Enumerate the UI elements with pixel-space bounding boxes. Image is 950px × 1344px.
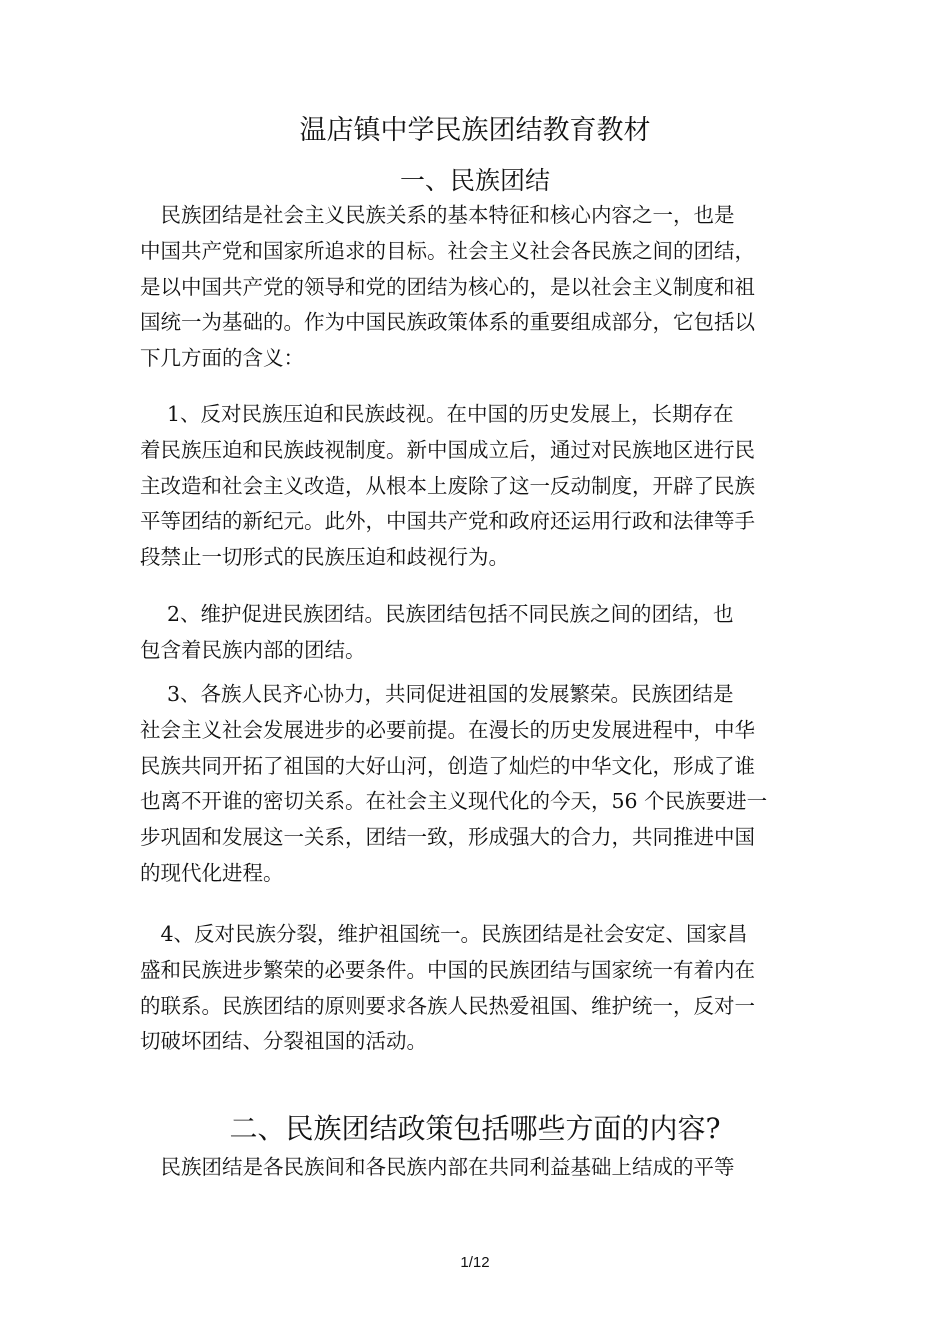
paragraph-line: 民族团结是各民族间和各民族内部在共同利益基础上结成的平等 bbox=[140, 1155, 735, 1179]
paragraph-line: 步巩固和发展这一关系，团结一致，形成强大的合力，共同推进中国 bbox=[140, 825, 755, 850]
paragraph-line: 4、反对民族分裂，维护祖国统一。民族团结是社会安定、国家昌 bbox=[140, 922, 748, 946]
point-4-paragraph bbox=[140, 917, 820, 1060]
paragraph-line: 3、各族人民齐心协力，共同促进祖国的发展繁荣。民族团结是 bbox=[140, 682, 734, 706]
paragraph-line: 1、反对民族压迫和民族歧视。在中国的历史发展上，长期存在 bbox=[140, 402, 734, 426]
paragraph-line: 社会主义社会发展进步的必要前提。在漫长的历史发展进程中，中华 bbox=[140, 717, 755, 742]
paragraph-line: 国统一为基础的。作为中国民族政策体系的重要组成部分，它包括以 bbox=[140, 310, 755, 335]
paragraph-line: 民族团结是社会主义民族关系的基本特征和核心内容之一，也是 bbox=[140, 203, 735, 227]
paragraph-line: 着民族压迫和民族歧视制度。新中国成立后，通过对民族地区进行民 bbox=[140, 437, 755, 462]
section-1-intro-paragraph bbox=[140, 198, 820, 377]
paragraph-line: 下几方面的含义： bbox=[140, 346, 304, 371]
paragraph-line: 主改造和社会主义改造，从根本上废除了这一反动制度，开辟了民族 bbox=[140, 473, 755, 498]
paragraph-line: 的联系。民族团结的原则要求各族人民热爱祖国、维护统一，反对一 bbox=[140, 993, 755, 1018]
point-2-paragraph bbox=[140, 597, 820, 669]
point-1-paragraph bbox=[140, 397, 820, 576]
paragraph-line: 包含着民族内部的团结。 bbox=[140, 637, 366, 662]
page-number: 1/12 bbox=[460, 1254, 490, 1271]
point-3-paragraph bbox=[140, 677, 820, 892]
paragraph-line: 是以中国共产党的领导和党的团结为核心的，是以社会主义制度和祖 bbox=[140, 274, 755, 299]
paragraph-line: 切破坏团结、分裂祖国的活动。 bbox=[140, 1029, 427, 1054]
paragraph-line: 民族共同开拓了祖国的大好山河，创造了灿烂的中华文化，形成了谁 bbox=[140, 753, 755, 778]
paragraph-line: 2、维护促进民族团结。民族团结包括不同民族之间的团结，也 bbox=[140, 602, 734, 626]
paragraph-line: 段禁止一切形式的民族压迫和歧视行为。 bbox=[140, 545, 509, 570]
document-title: 温店镇中学民族团结教育教材 bbox=[299, 115, 651, 146]
paragraph-line: 中国共产党和国家所追求的目标。社会主义社会各民族之间的团结， bbox=[140, 238, 755, 263]
section-2-heading: 二、民族团结政策包括哪些方面的内容? bbox=[229, 1112, 721, 1145]
paragraph-line: 也离不开谁的密切关系。在社会主义现代化的今天，56 个民族要进一 bbox=[140, 789, 768, 814]
section-1-heading: 一、民族团结 bbox=[399, 166, 550, 195]
paragraph-line: 盛和民族进步繁荣的必要条件。中国的民族团结与国家统一有着内在 bbox=[140, 957, 755, 982]
paragraph-line: 的现代化进程。 bbox=[140, 860, 284, 885]
section-2-intro-paragraph bbox=[140, 1150, 820, 1186]
paragraph-line: 平等团结的新纪元。此外，中国共产党和政府还运用行政和法律等手 bbox=[140, 509, 755, 534]
